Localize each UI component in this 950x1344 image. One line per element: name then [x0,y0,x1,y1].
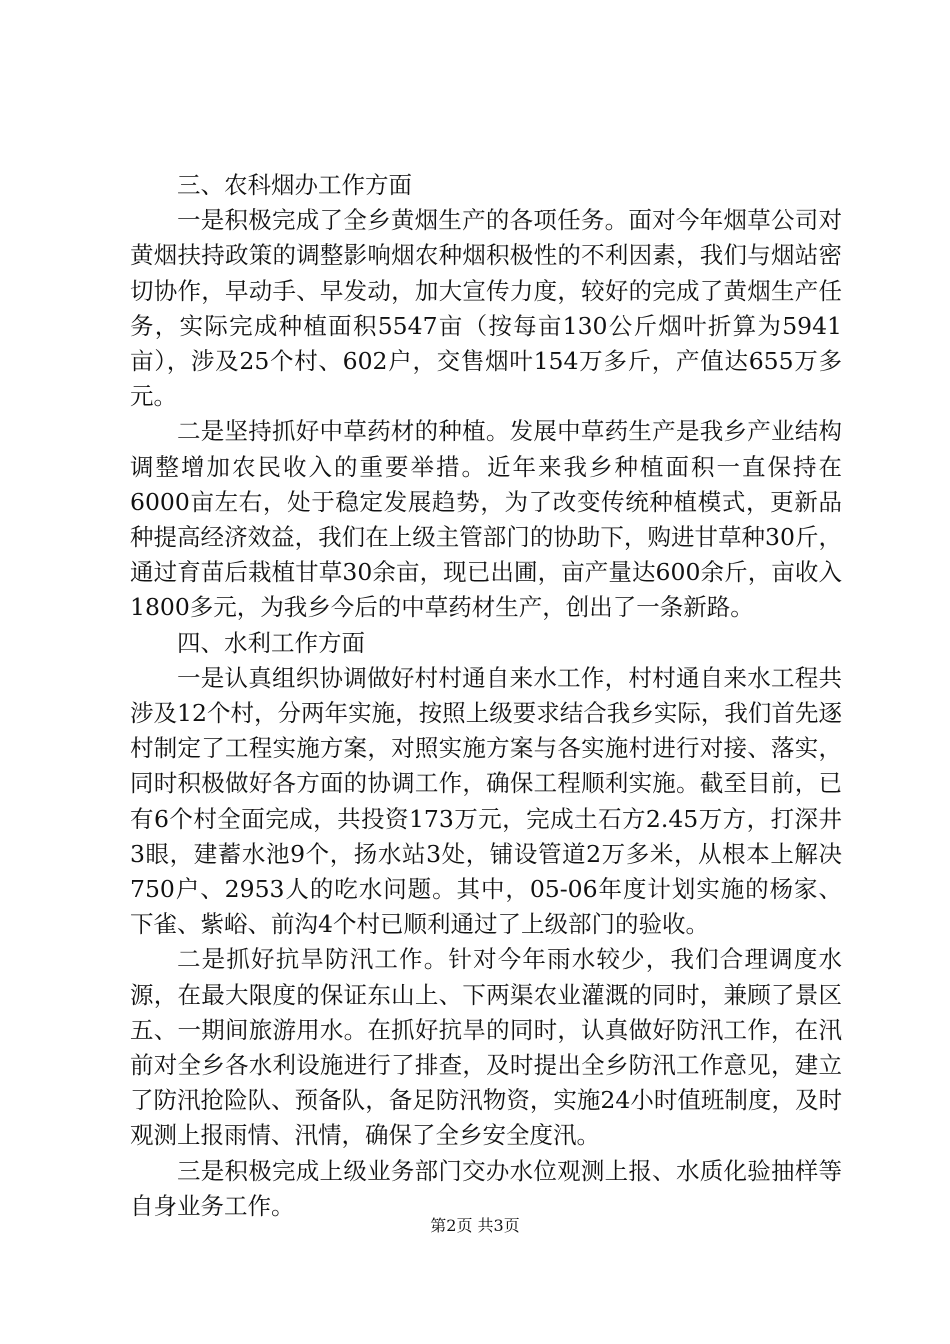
paragraph: 二是抓好抗旱防汛工作。针对今年雨水较少，我们合理调度水源，在最大限度的保证东山上、下两渠农业灌溉的同时，兼顾了景区五、一期间旅游用水。在抓好抗旱的同时，认真做好防汛工作，在汛前对全乡各水利设施进行了排查，及时提出全乡防汛工作意见，建立了防汛抢险队、预备队，备足防汛物资，实施24小时值班制度，及时观测上报雨情、汛情，确保了全乡安全度汛。 [130,945,842,1150]
paragraph: 一是积极完成了全乡黄烟生产的各项任务。面对今年烟草公司对黄烟扶持政策的调整影响烟农种烟积极性的不利因素，我们与烟站密切协作，早动手、早发动，加大宣传力度，较好的完成了黄烟生产任务，实际完成种植面积5547亩（按每亩130公斤烟叶折算为5941亩），涉及25个村、602户，交售烟叶154万多斤，产值达655万多元。 [130,206,842,411]
section-heading: 四、水利工作方面 [177,628,365,657]
paragraph: 一是认真组织协调做好村村通自来水工作，村村通自来水工程共涉及12个村，分两年实施，按照上级要求结合我乡实际，我们首先逐村制定了工程实施方案，对照实施方案与各实施村进行对接、落实，同时积极做好各方面的协调工作，确保工程顺利实施。截至目前，已有6个村全面完成，共投资173万元，完成土石方2.45万方，打深井3眼，建蓄水池9个，扬水站3处，铺设管道2万多米，从根本上解决750户、2953人的吃水问题。其中，05-06年度计划实施的杨家、下雀、紫峪、前沟4个村已顺利通过了上级部门的验收。 [130,663,842,939]
paragraph: 三是积极完成上级业务部门交办水位观测上报、水质化验抽样等自身业务工作。 [130,1156,842,1220]
document-body [130,168,842,1224]
page-number-footer: 第2页 共3页 [430,1216,520,1235]
section-heading: 三、农科烟办工作方面 [177,171,412,199]
paragraph: 二是坚持抓好中草药材的种植。发展中草药生产是我乡产业结构调整增加农民收入的重要举措。近年来我乡种植面积一直保持在6000亩左右，处于稳定发展趋势，为了改变传统种植模式，更新品种提高经济效益，我们在上级主管部门的协助下，购进甘草种30斤，通过育苗后栽植甘草30余亩，现已出圃，亩产量达600余斤，亩收入1800多元，为我乡今后的中草药材生产，创出了一条新路。 [130,417,842,622]
